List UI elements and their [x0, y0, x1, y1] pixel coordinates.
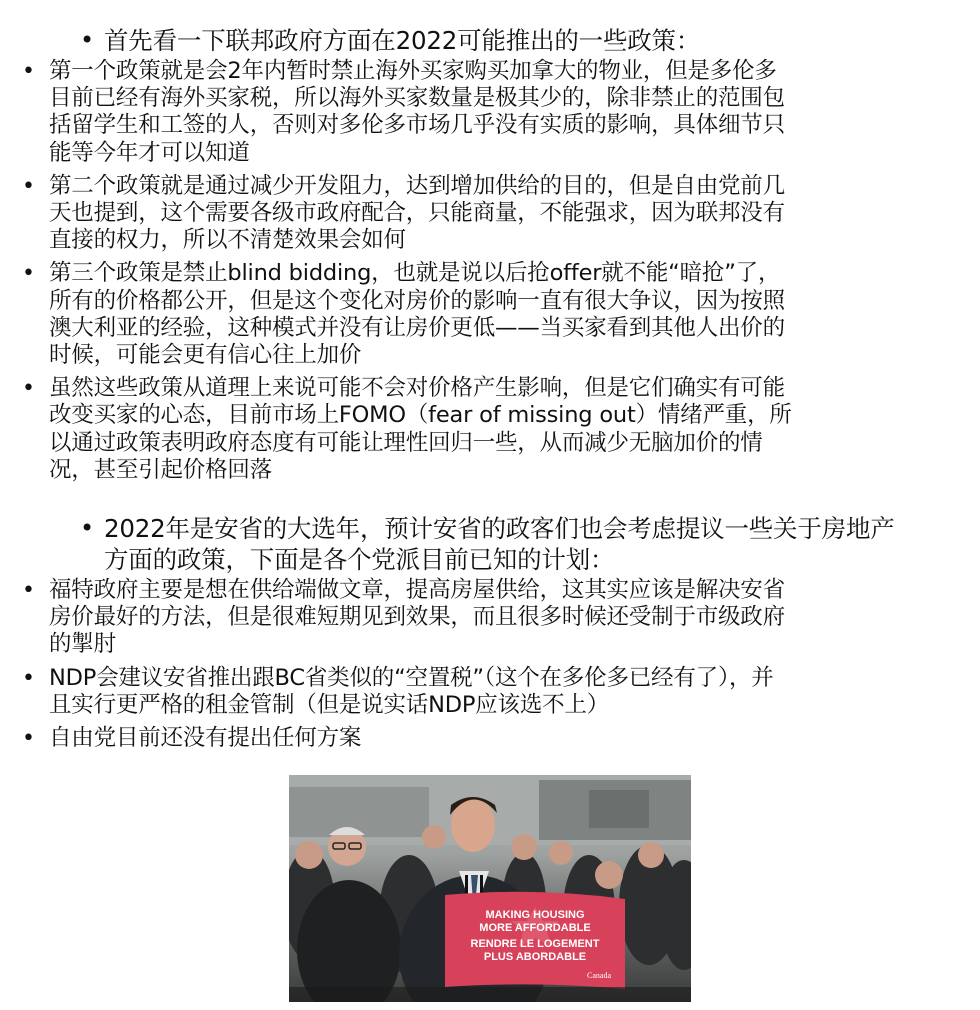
list-item: • 第二个政策就是通过减少开发阻力，达到增加供给的目的，但是自由党前几天也提到，这个需要各级市政府配合，只能商量，不能强求，因为联邦没有直接的权力，所以不清楚效果会如何 [0, 173, 793, 255]
press-conference-photo [289, 775, 691, 1002]
section-heading: • 首先看一下联邦政府方面在2022可能推出的一些政策： [0, 25, 904, 56]
list-item: • 第一个政策就是会2年内暂时禁止海外买家购买加拿大的物业，但是多伦多目前已经有海外买家税，所以海外买家数量是极其少的，除非禁止的范围包括留学生和工签的人，否则对多伦多市场几乎没有实质的影响，具体细节只能等今年才可以知道 [0, 58, 793, 167]
photo-illustration [289, 775, 691, 1002]
list-item: • NDP会建议安省推出跟BC省类似的“空置税”（这个在多伦多已经有了），并且实行更严格的租金管制（但是说实话NDP应该选不上） [0, 665, 793, 719]
sign-text: MAKING HOUSING [485, 909, 585, 921]
canada-wordmark: Canada [587, 971, 611, 980]
list-item: • 第三个政策是禁止blind bidding，也就是说以后抢offer就不能“暗抢”了，所有的价格都公开，但是这个变化对房价的影响一直有很大争议，因为按照澳大利亚的经验，这种模式并没有让房价更低——当买家看到其他人出价的时候，可能会更有信心往上加价 [0, 260, 793, 369]
section-heading: • 2022年是安省的大选年，预计安省的政客们也会考虑提议一些关于房地产方面的政策，下面是各个党派目前已知的计划： [0, 513, 904, 575]
federal-policy-list [0, 58, 904, 484]
sign-text: PLUS ABORDABLE [483, 951, 587, 963]
section-ontario [0, 513, 904, 758]
list-item: • 虽然这些政策从道理上来说可能不会对价格产生影响，但是它们确实有可能改变买家的心态，目前市场上FOMO（fear of missing out）情绪严重，所以通过政策表明政府态度有可能让理性回归一些，从而减少无脑加价的情况，甚至引起价格回落 [0, 375, 793, 484]
sign-text: MORE AFFORDABLE [479, 922, 591, 934]
sign-text: RENDRE LE LOGEMENT [470, 938, 600, 950]
list-item: • 福特政府主要是想在供给端做文章，提高房屋供给，这其实应该是解决安省房价最好的方法，但是很难短期见到效果，而且很多时候还受制于市级政府的掣肘 [0, 577, 793, 659]
list-item: • 自由党目前还没有提出任何方案 [0, 725, 793, 752]
section-federal [0, 25, 904, 490]
ontario-policy-list [0, 577, 904, 752]
